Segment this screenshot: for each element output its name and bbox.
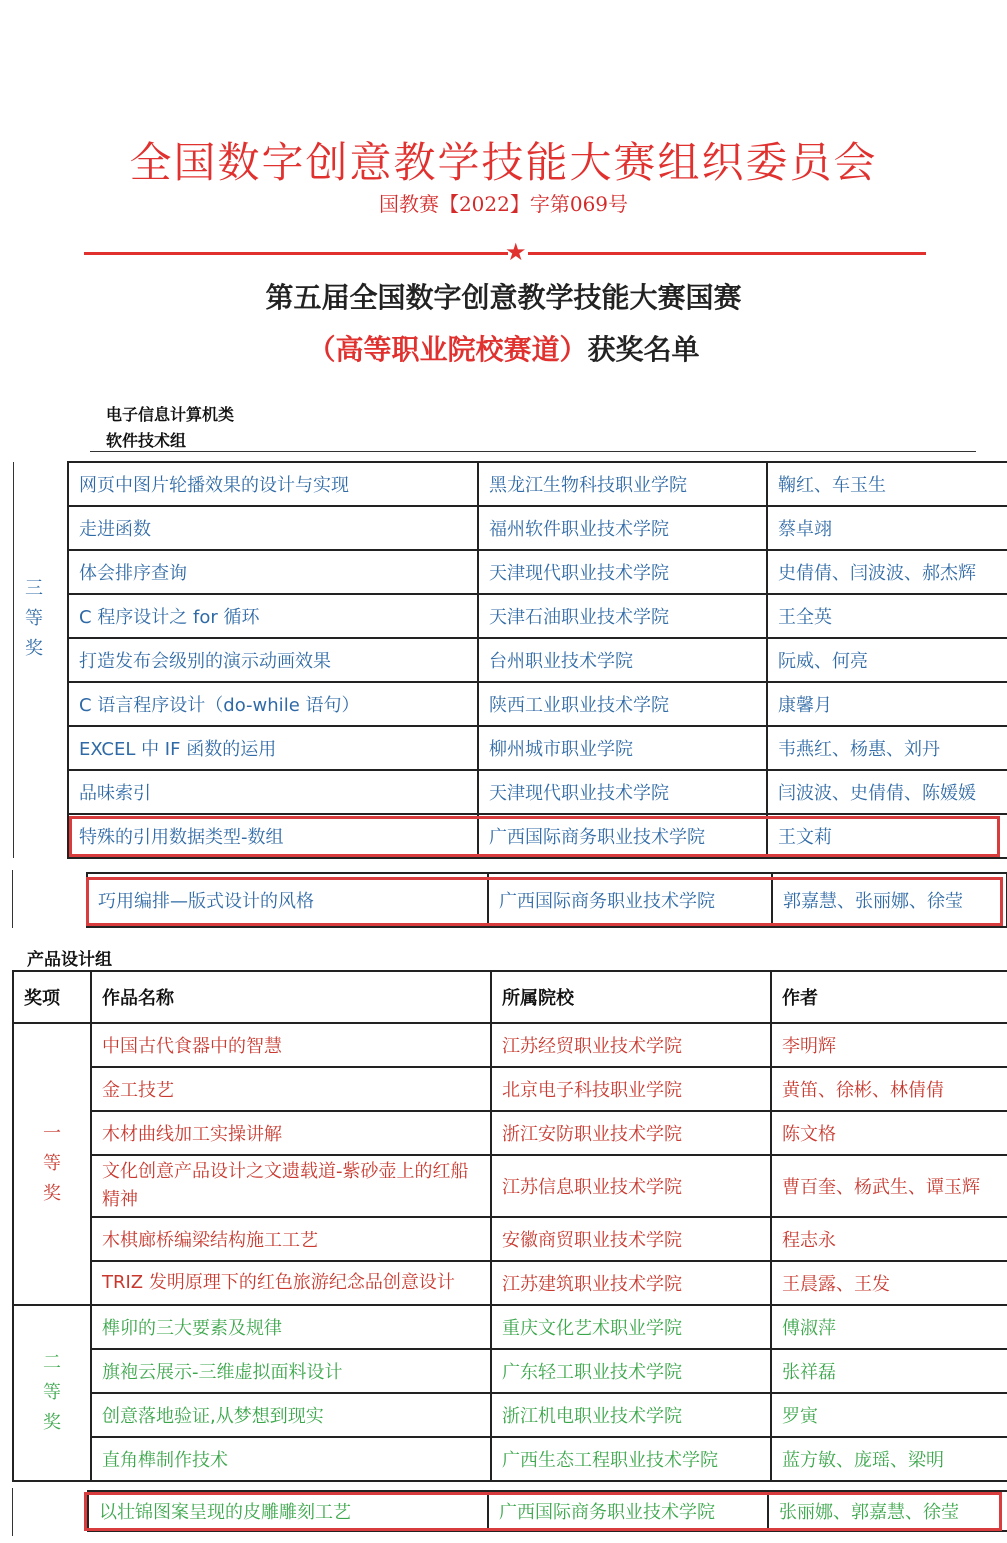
author-names: 阮威、何亮 <box>767 638 1007 682</box>
author-names: 郭嘉慧、张丽娜、徐莹 <box>772 873 1007 927</box>
author-names: 鞠红、车玉生 <box>767 462 1007 506</box>
author-names: 程志永 <box>771 1217 1007 1261</box>
author-names: 韦燕红、杨惠、刘丹 <box>767 726 1007 770</box>
work-title: 网页中图片轮播效果的设计与实现 <box>68 462 478 506</box>
school-name: 广西国际商务职业技术学院 <box>488 873 772 927</box>
author-names: 康馨月 <box>767 682 1007 726</box>
doc-number: 国教赛【2022】字第069号 <box>378 192 629 216</box>
header-work: 作品名称 <box>91 971 491 1023</box>
author-names: 王全英 <box>767 594 1007 638</box>
author-names: 张丽娜、郭嘉慧、徐莹 <box>768 1491 1007 1531</box>
table-row <box>13 1155 1007 1217</box>
author-names: 史倩倩、闫波波、郝杰辉 <box>767 550 1007 594</box>
school-name: 柳州城市职业学院 <box>478 726 767 770</box>
author-names: 王晨露、王发 <box>771 1261 1007 1305</box>
table-row <box>68 506 1007 550</box>
work-title: C 语言程序设计（do-while 语句） <box>68 682 478 726</box>
school-name: 黑龙江生物科技职业学院 <box>478 462 767 506</box>
section-rule <box>90 451 976 452</box>
school-name: 江苏经贸职业技术学院 <box>491 1023 771 1067</box>
work-title: 木棋廊桥编梁结构施工工艺 <box>91 1217 491 1261</box>
product-table <box>12 970 1007 1482</box>
table-row <box>68 550 1007 594</box>
school-name: 安徽商贸职业技术学院 <box>491 1217 771 1261</box>
table-row <box>13 1349 1007 1393</box>
author-names: 傅淑萍 <box>771 1305 1007 1349</box>
table-header-row <box>13 971 1007 1023</box>
school-name: 广西国际商务职业技术学院 <box>478 814 767 858</box>
table-row <box>13 1067 1007 1111</box>
work-title: 榫卯的三大要素及规律 <box>91 1305 491 1349</box>
header-prize: 奖项 <box>13 971 91 1023</box>
table-row <box>13 1111 1007 1155</box>
work-title: 打造发布会级别的演示动画效果 <box>68 638 478 682</box>
school-name: 北京电子科技职业学院 <box>491 1067 771 1111</box>
school-name: 广西生态工程职业技术学院 <box>491 1437 771 1481</box>
highlight-box <box>86 877 1003 926</box>
category-label: 电子信息计算机类 <box>106 405 235 424</box>
author-names: 王文莉 <box>767 814 1007 858</box>
author-names: 李明辉 <box>771 1023 1007 1067</box>
group-label-product: 产品设计组 <box>27 950 112 970</box>
header-school: 所属院校 <box>491 971 771 1023</box>
work-title: 以壮锦图案呈现的皮雕雕刻工艺 <box>88 1491 488 1531</box>
highlight-box <box>69 816 1000 857</box>
school-name: 天津石油职业技术学院 <box>478 594 767 638</box>
table-row <box>13 1261 1007 1305</box>
work-title: TRIZ 发明原理下的红色旅游纪念品创意设计 <box>91 1261 491 1305</box>
table-row <box>68 462 1007 506</box>
school-name: 福州软件职业技术学院 <box>478 506 767 550</box>
table-row <box>13 1437 1007 1481</box>
star-icon: ★ <box>505 238 527 266</box>
school-name: 江苏建筑职业技术学院 <box>491 1261 771 1305</box>
header-author: 作者 <box>771 971 1007 1023</box>
red-divider-right <box>528 252 926 255</box>
work-title: 走进函数 <box>68 506 478 550</box>
table-row <box>13 1393 1007 1437</box>
side-border <box>12 870 13 928</box>
table-row <box>68 770 1007 814</box>
sub-title <box>0 328 1007 368</box>
work-title: 中国古代食器中的智慧 <box>91 1023 491 1067</box>
table-row <box>13 1217 1007 1261</box>
school-name: 陕西工业职业技术学院 <box>478 682 767 726</box>
school-name: 广东轻工职业技术学院 <box>491 1349 771 1393</box>
author-names: 蔡卓翊 <box>767 506 1007 550</box>
school-name: 台州职业技术学院 <box>478 638 767 682</box>
second-prize-label: 二 等 奖 <box>13 1305 91 1481</box>
school-name: 天津现代职业技术学院 <box>478 770 767 814</box>
work-title: C 程序设计之 for 循环 <box>68 594 478 638</box>
school-name: 浙江安防职业技术学院 <box>491 1111 771 1155</box>
author-names: 曹百奎、杨武生、谭玉辉 <box>771 1155 1007 1217</box>
work-title: 品味索引 <box>68 770 478 814</box>
school-name: 重庆文化艺术职业学院 <box>491 1305 771 1349</box>
author-names: 蓝方敏、庞瑶、梁明 <box>771 1437 1007 1481</box>
table-row <box>68 594 1007 638</box>
school-name: 江苏信息职业技术学院 <box>491 1155 771 1217</box>
author-names: 罗寅 <box>771 1393 1007 1437</box>
org-title: 全国数字创意教学技能大赛组织委员会 <box>129 138 878 187</box>
group-label-software: 软件技术组 <box>106 431 187 450</box>
author-names: 黄笛、徐彬、林倩倩 <box>771 1067 1007 1111</box>
third-prize-label: 三 等 奖 <box>25 578 43 659</box>
school-name: 广西国际商务职业技术学院 <box>488 1491 768 1531</box>
work-title: 体会排序查询 <box>68 550 478 594</box>
author-names: 闫波波、史倩倩、陈媛媛 <box>767 770 1007 814</box>
table-row <box>13 1305 1007 1349</box>
table-row <box>68 638 1007 682</box>
table-row <box>13 1023 1007 1067</box>
work-title: 木材曲线加工实操讲解 <box>91 1111 491 1155</box>
work-title: EXCEL 中 IF 函数的运用 <box>68 726 478 770</box>
first-prize-label: 一 等 奖 <box>13 1023 91 1305</box>
table-row <box>68 682 1007 726</box>
main-title: 第五届全国数字创意教学技能大赛国赛 <box>265 281 742 314</box>
sub-title-highlight: （高等职业院校赛道） <box>307 333 588 366</box>
work-title: 文化创意产品设计之文遗载道-紫砂壶上的红船精神 <box>91 1155 491 1217</box>
work-title: 金工技艺 <box>91 1067 491 1111</box>
highlight-box <box>84 1492 1002 1531</box>
work-title: 创意落地验证,从梦想到现实 <box>91 1393 491 1437</box>
work-title: 巧用编排—版式设计的风格 <box>87 873 488 927</box>
author-names: 张祥磊 <box>771 1349 1007 1393</box>
side-border <box>12 1488 13 1536</box>
school-name: 浙江机电职业技术学院 <box>491 1393 771 1437</box>
work-title: 特殊的引用数据类型-数组 <box>68 814 478 858</box>
work-title: 旗袍云展示-三维虚拟面料设计 <box>91 1349 491 1393</box>
sub-title-rest: 获奖名单 <box>587 333 700 366</box>
table-row <box>68 726 1007 770</box>
red-divider-left <box>84 252 508 255</box>
school-name: 天津现代职业技术学院 <box>478 550 767 594</box>
work-title: 直角榫制作技术 <box>91 1437 491 1481</box>
software-table <box>67 461 1007 859</box>
author-names: 陈文格 <box>771 1111 1007 1155</box>
